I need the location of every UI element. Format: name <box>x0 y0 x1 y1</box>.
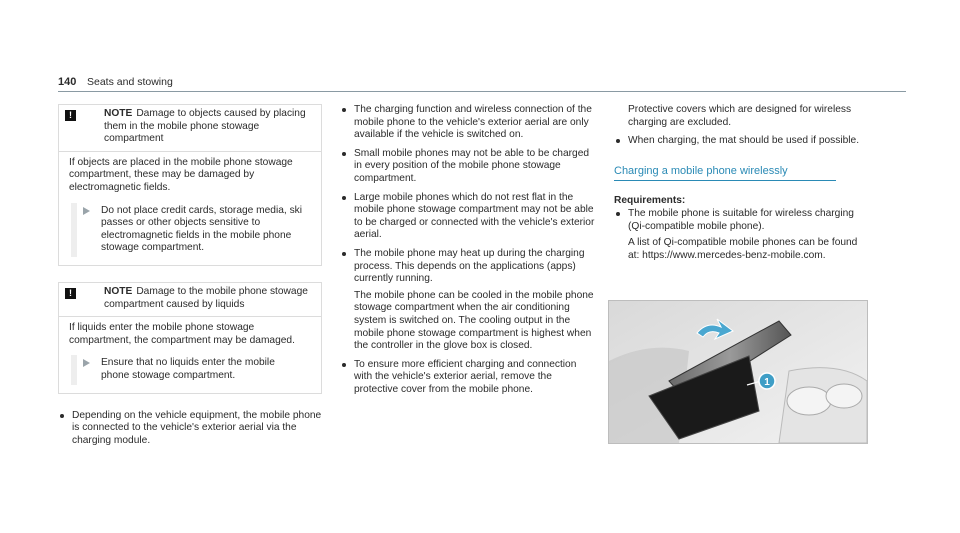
section-heading-link[interactable]: Charging a mobile phone wirelessly <box>614 165 836 182</box>
bullet-icon <box>342 363 346 367</box>
note-body <box>59 152 321 265</box>
list-item-text: To ensure more efficient charging and connection with the vehicle's exterior aerial, remove the protective cover from the mobile phone. <box>354 358 577 395</box>
action-text: Ensure that no liquids enter the mobile phone stowage compartment. <box>101 357 275 381</box>
note-label: NOTE <box>104 285 133 297</box>
bullet-list <box>614 135 866 148</box>
compartment-illustration <box>609 301 867 443</box>
list-item <box>340 248 596 353</box>
note-label: NOTE <box>104 108 133 119</box>
note-header <box>59 105 321 152</box>
list-item-text: Depending on the vehicle equipment, the mobile phone is connected to the vehicle's exterior aerial via the charging module. <box>72 409 322 446</box>
action-step <box>71 355 311 384</box>
list-item-text: Large mobile phones which do not rest flat in the mobile phone stowage compartment may not be able to be charged or connected with the vehicle's exterior aerial. <box>354 191 595 241</box>
list-item <box>614 208 866 262</box>
list-item <box>58 410 322 448</box>
list-item <box>340 192 596 242</box>
list-item-text: The mobile phone is suitable for wireless charging (Qi-compatible mobile phone). <box>628 207 854 232</box>
note-body <box>59 317 321 392</box>
callout-number: 1 <box>764 377 770 388</box>
section-title: Seats and stowing <box>87 76 173 88</box>
list-item <box>340 359 596 397</box>
note-text: If objects are placed in the mobile phone stowage compartment, these may be damaged by electromagnetic fields. <box>69 156 293 193</box>
page-number: 140 <box>58 76 77 88</box>
column-2 <box>340 104 596 402</box>
bullet-icon <box>616 212 620 216</box>
arrow-right-icon <box>83 359 90 367</box>
warning-icon: ! <box>65 110 76 121</box>
bullet-icon <box>342 196 346 200</box>
bullet-icon <box>60 414 64 418</box>
list-item <box>340 148 596 186</box>
action-text: Do not place credit cards, storage media, ski passes or other objects sensitive to electromagnetic fields in the mobile phone stowage compartment. <box>101 204 303 254</box>
note-title: Damage to objects caused by placing them in the mobile phone stowage compartment <box>104 108 306 145</box>
list-item-text: When charging, the mat should be used if possible. <box>628 135 860 147</box>
action-step <box>71 203 311 257</box>
bullet-icon <box>616 139 620 143</box>
note-title: Damage to the mobile phone stowage compartment caused by liquids <box>104 285 308 310</box>
note-text: If liquids enter the mobile phone stowage compartment, the compartment may be damaged. <box>69 322 295 346</box>
bullet-list <box>58 410 322 448</box>
column-1 <box>58 104 322 453</box>
requirements-title: Requirements: <box>614 195 686 207</box>
list-item-subtext: The mobile phone can be cooled in the mobile phone stowage compartment when the air conditioning system is switched on. The cooling output in the mobile phone stowage compartment is highest when the controller in the glove box is closed. <box>354 289 594 352</box>
bullet-icon <box>342 252 346 256</box>
list-item-text: The charging function and wireless connection of the mobile phone to the vehicle's exterior aerial are only available if the vehicle is switched on. <box>354 104 592 141</box>
bullet-icon <box>342 152 346 156</box>
bullet-list <box>340 104 596 396</box>
bullet-icon <box>342 108 346 112</box>
continuation-text: Protective covers which are designed for wireless charging are excluded. <box>628 104 852 128</box>
list-item-text: Small mobile phones may not be able to be charged in every position of the mobile phone stowage compartment. <box>354 147 590 184</box>
requirements-list <box>614 208 866 262</box>
list-item-subtext: A list of Qi-compatible mobile phones can be found at: https://www.mercedes-benz-mobile.com. <box>628 237 858 261</box>
warning-icon: ! <box>65 288 76 299</box>
list-item-text: The mobile phone may heat up during the charging process. This depends on the applications (apps) currently running. <box>354 247 585 285</box>
note-header <box>59 283 321 317</box>
page-header <box>58 74 906 92</box>
column-3 <box>614 104 866 268</box>
note-box-objects <box>58 104 322 266</box>
charging-compartment-figure <box>608 300 868 444</box>
list-item <box>614 135 866 148</box>
note-box-liquids <box>58 282 322 394</box>
list-item <box>340 104 596 142</box>
arrow-right-icon <box>83 207 90 215</box>
